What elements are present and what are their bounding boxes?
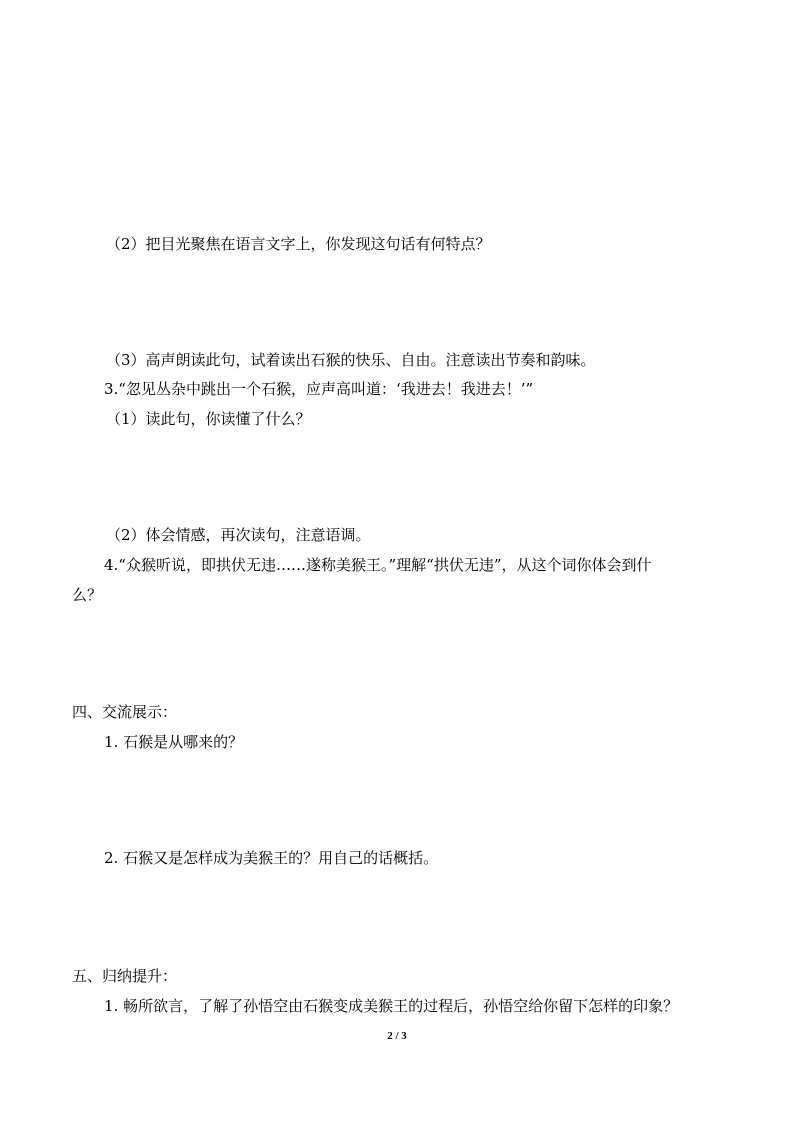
section-four-q1: 1. 石猴是从哪来的？ (104, 733, 244, 751)
question-3: 3.“忽见丛杂中跳出一个石猴，应声高叫道：‘我进去！我进去！’” (104, 380, 534, 398)
page-number: 2 / 3 (387, 1030, 407, 1042)
question-3-2b: （2）体会情感，再次读句，注意语调。 (106, 526, 371, 544)
question-4-continued: 么？ (72, 586, 103, 604)
question-3-2: （2）把目光聚焦在语言文字上，你发现这句话有何特点？ (106, 235, 491, 253)
question-3-3: （3）高声朗读此句，试着读出石猴的快乐、自由。注意读出节奏和韵味。 (106, 351, 596, 369)
question-3-1: （1）读此句，你读懂了什么？ (106, 410, 311, 428)
section-heading-five: 五、归纳提升： (72, 967, 178, 985)
question-4: 4.“众猴听说，即拱伏无违……遂称美猴王。”理解“拱伏无违”，从这个词你体会到什 (104, 556, 652, 574)
section-heading-four: 四、交流展示： (72, 703, 178, 721)
section-four-q2: 2. 石猴又是怎样成为美猴王的？用自己的话概括。 (104, 849, 439, 867)
section-five-q1: 1. 畅所欲言，了解了孙悟空由石猴变成美猴王的过程后，孙悟空给你留下怎样的印象？ (104, 997, 679, 1015)
